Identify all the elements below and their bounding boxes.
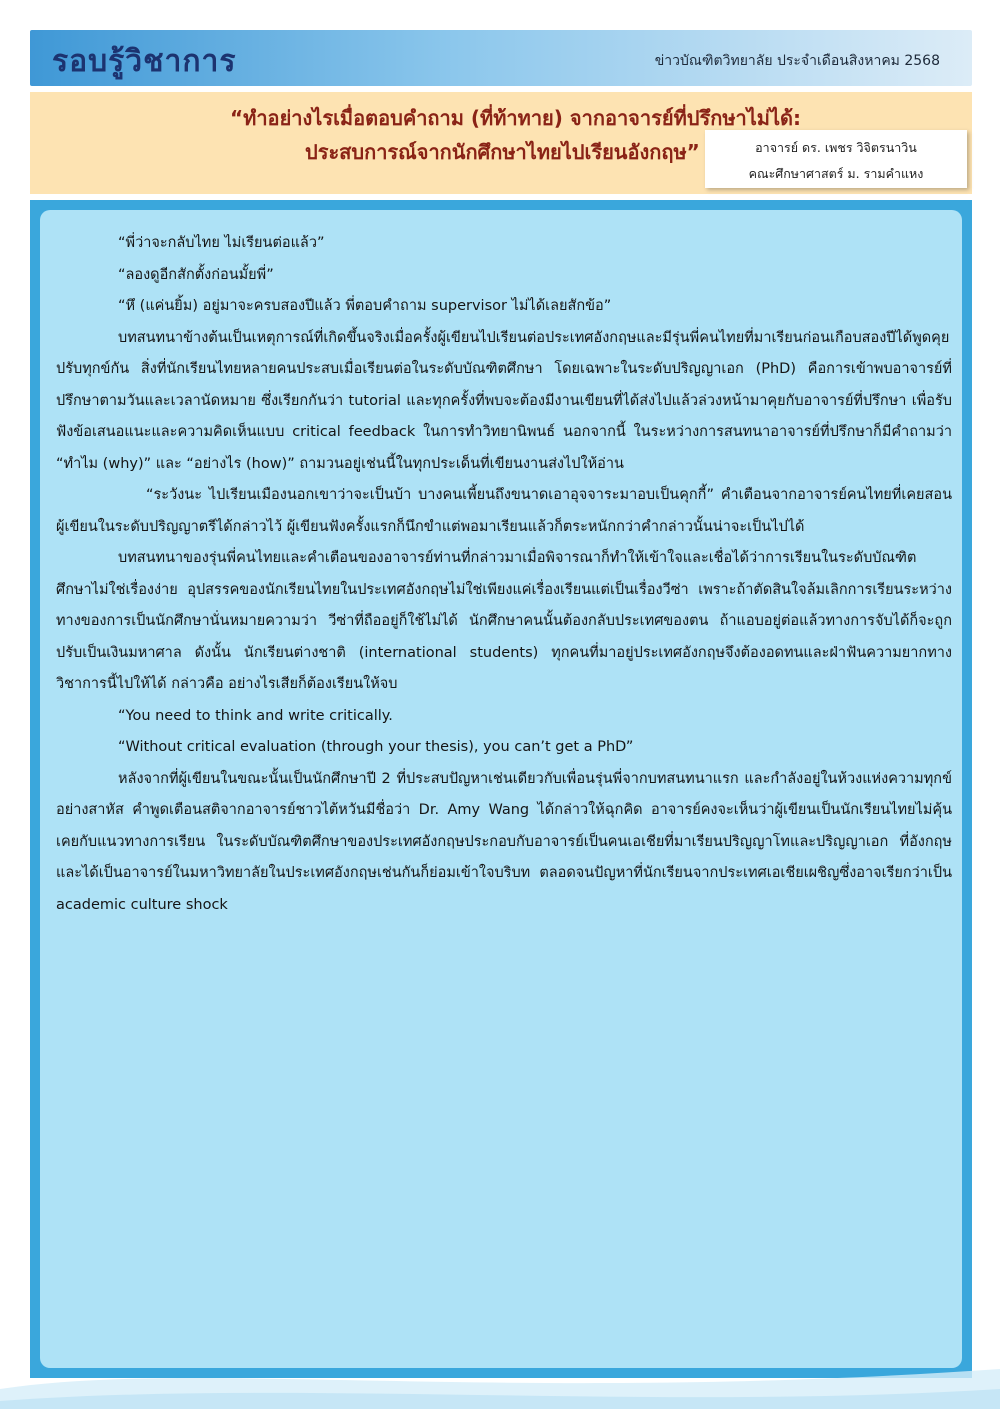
paragraph: หลังจากที่ผู้เขียนในขณะนั้นเป็นนักศึกษาปี 2 ที่ประสบปัญหาเช่นเดียวกับเพื่อนรุ่นพี่จากบทสนทนาแรก และกำลังอยู่ในห้วงแห่งความทุกข์อย่างสาหัส คำพูดเตือนสติจากอาจารย์ชาวไต้หวันมีชื่อว่า Dr. Amy Wang ได้กล่าวให้ฉุกคิด อาจารย์คงจะเห็นว่าผู้เขียนเป็นนักเรียนไทยไม่คุ้นเคยกับแนวทางการเรียน ในระดับบัณฑิตศึกษาของประเทศอังกฤษประกอบกับอาจารย์เป็นคนเอเชียที่มาเรียนปริญญาโทและปริญญาเอก ที่อังกฤษและได้เป็นอาจารย์ในมหาวิทยาลัยในประเทศอังกฤษเช่นกันก็ย่อมเข้าใจบริบท ตลอดจนปัญหาที่นักเรียนจากประเทศเอเชียเผชิญซึ่งอาจเรียกว่าเป็น academic culture shock: [56, 770, 952, 913]
section-title: รอบรู้วิชาการ: [52, 44, 237, 79]
dialog-line: “พี่ว่าจะกลับไทย ไม่เรียนต่อแล้ว”: [118, 235, 325, 251]
article-body: [56, 228, 952, 921]
content-panel: [40, 210, 962, 1368]
author-affiliation: คณะศึกษาศาสตร์ ม. รามคำแหง: [748, 166, 924, 181]
content-frame: [30, 200, 972, 1378]
paragraph: “ระวังนะ ไปเรียนเมืองนอกเขาว่าจะเป็นบ้า บางคนเพี้ยนถึงขนาดเอาอุจจาระมาอบเป็นคุกกี้” คำเตือนจากอาจารย์คนไทยที่เคยสอนผู้เขียนในระดับปริญญาตรีได้กล่าวไว้ ผู้เขียนฟังครั้งแรกก็นึกขำแต่พอมาเรียนแล้วก็ตระหนักกว่าคำกล่าวนั้นน่าจะเป็นไปได้: [56, 487, 952, 535]
paragraph: บทสนทนาข้างต้นเป็นเหตุการณ์ที่เกิดขึ้นจริงเมื่อครั้งผู้เขียนไปเรียนต่อประเทศอังกฤษและมีรุ่นพี่คนไทยที่มาเรียนก่อนเกือบสองปีได้พูดคุยปรับทุกข์กัน สิ่งที่นักเรียนไทยหลายคนประสบเมื่อเรียนต่อในระดับบัณฑิตศึกษา โดยเฉพาะในระดับปริญญาเอก (PhD) คือการเข้าพบอาจารย์ที่ปรึกษาตามวันและเวลานัดหมาย ซึ่งเรียกกันว่า tutorial และทุกครั้งที่พบจะต้องมีงานเขียนที่ได้ส่งไปแล้วล่วงหน้ามาคุยกับอาจารย์ที่ปรึกษา เพื่อรับฟังข้อเสนอแนะและความคิดเห็นแบบ critical feedback ในการทำวิทยานิพนธ์ นอกจากนี้ ในระหว่างการสนทนาอาจารย์ที่ปรึกษาก็มีคำถามว่า “ทำไม (why)” และ “อย่างไร (how)” ถามวนอยู่เช่นนี้ในทุกประเด็นที่เขียนงานส่งไปให้อ่าน: [56, 329, 952, 472]
article-title-line1: “ทำอย่างไรเมื่อตอบคำถาม (ที่ท้าทาย) จากอาจารย์ที่ปรึกษาไม่ได้:: [230, 106, 802, 130]
paragraph: บทสนทนาของรุ่นพี่คนไทยและคำเตือนของอาจารย์ท่านที่กล่าวมาเมื่อพิจารณาก็ทำให้เข้าใจและเชื่อได้ว่าการเรียนในระดับบัณฑิตศึกษาไม่ใช่เรื่องง่าย อุปสรรคของนักเรียนไทยในประเทศอังกฤษไม่ใช่เพียงแค่เรื่องเรียนแต่เป็นเรื่องวีซ่า เพราะถ้าตัดสินใจล้มเลิกการเรียนระหว่างทางของการเป็นนักศึกษานั่นหมายความว่า วีซ่าที่ถืออยู่ก็ใช้ไม่ได้ นักศึกษาคนนั้นต้องกลับประเทศของตน ถ้าแอบอยู่ต่อแล้วทางการจับได้ก็จะถูกปรับเป็นเงินมหาศาล ดังนั้น นักเรียนต่างชาติ (international students) ทุกคนที่มาอยู่ประเทศอังกฤษจึงต้องอดทนและฝ่าฟันความยากทางวิชาการนี้ไปให้ได้ กล่าวคือ อย่างไรเสียก็ต้องเรียนให้จบ: [56, 550, 952, 692]
dialog-line: “ลองดูอีกสักตั้งก่อนมั้ยพี่”: [118, 266, 274, 283]
author-box: [705, 130, 967, 188]
publication-info: ข่าวบัณฑิตวิทยาลัย ประจำเดือนสิงหาคม 2568: [654, 53, 940, 69]
article-title-line2: ประสบการณ์จากนักศึกษาไทยไปเรียนอังกฤษ”: [305, 140, 700, 164]
quote-line: “You need to think and write critically.: [118, 707, 393, 724]
quote-line: “Without critical evaluation (through your thesis), you can’t get a PhD”: [118, 739, 634, 755]
dialog-line: “หึ (แค่นยิ้ม) อยู่มาจะครบสองปีแล้ว พี่ตอบคำถาม supervisor ไม่ได้เลยสักข้อ”: [118, 298, 612, 314]
decorative-wave: [0, 1349, 1000, 1409]
author-name: อาจารย์ ดร. เพชร วิจิตรนาวิน: [755, 140, 917, 155]
header-bar: [30, 30, 972, 86]
article-title-box: [30, 92, 972, 194]
